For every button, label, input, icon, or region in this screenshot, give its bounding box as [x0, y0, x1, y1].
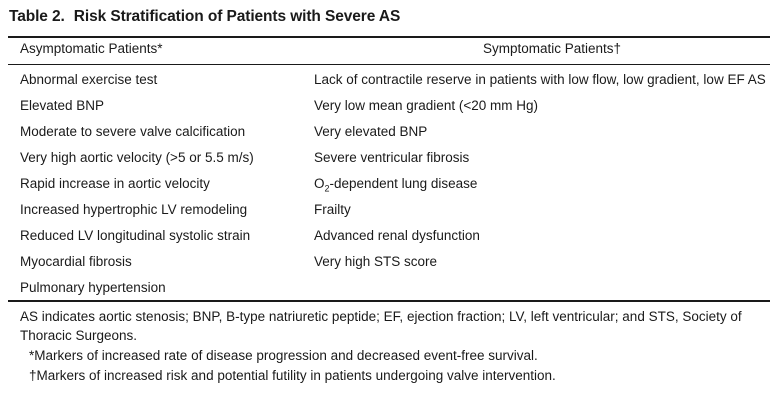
symptomatic-cell: Advanced renal dysfunction [314, 228, 480, 243]
table-row [0, 94, 777, 120]
table-row [0, 146, 777, 172]
header-symptomatic: Symptomatic Patients† [483, 41, 622, 56]
symptomatic-cell: Severe ventricular fibrosis [314, 150, 470, 165]
o2-subscript: 2 [324, 183, 330, 194]
asymptomatic-cell: Increased hypertrophic LV remodeling [20, 202, 248, 217]
table-title [9, 8, 400, 26]
o2-rest: -dependent lung disease [329, 176, 478, 191]
asymptomatic-cell: Moderate to severe valve calcification [20, 124, 246, 139]
table-row [0, 224, 777, 250]
asymptomatic-cell: Reduced LV longitudinal systolic strain [20, 228, 251, 243]
asymptomatic-cell: Myocardial fibrosis [20, 254, 132, 269]
footnote-dagger: †Markers of increased risk and potential futility in patients undergoing valve intervention. [29, 368, 556, 383]
o2-o: O [314, 176, 325, 191]
footnote-asterisk: *Markers of increased rate of disease progression and decreased event-free survival. [29, 348, 538, 363]
asymptomatic-cell: Abnormal exercise test [20, 72, 158, 87]
table-row [0, 198, 777, 224]
bottom-rule [8, 300, 770, 302]
top-rule [8, 36, 770, 38]
abbreviation-note: AS indicates aortic stenosis; BNP, B-type natriuretic peptide; EF, ejection fraction; LV, left ventricular; and STS, Society of Thoracic Surgeons. [20, 309, 742, 343]
table-row [0, 120, 777, 146]
header-asymptomatic: Asymptomatic Patients* [20, 41, 163, 56]
symptomatic-cell: Frailty [314, 202, 351, 217]
table-row [0, 172, 777, 198]
table-title-text: Risk Stratification of Patients with Severe AS [73, 8, 401, 25]
symptomatic-cell: Lack of contractile reserve in patients with low flow, low gradient, low EF AS [314, 72, 766, 87]
table-row [0, 276, 777, 302]
symptomatic-cell: Very elevated BNP [314, 124, 428, 139]
asymptomatic-cell: Elevated BNP [20, 98, 105, 113]
table-row [0, 68, 777, 94]
asymptomatic-cell: Rapid increase in aortic velocity [20, 176, 210, 191]
symptomatic-cell: Very low mean gradient (<20 mm Hg) [314, 98, 538, 113]
table-footnotes [20, 307, 768, 386]
header-rule [8, 64, 770, 65]
table-number: Table 2. [9, 8, 65, 25]
symptomatic-cell-o2 [314, 176, 477, 194]
table-body [0, 68, 777, 302]
table-row [0, 250, 777, 276]
symptomatic-cell: Very high STS score [314, 254, 438, 269]
asymptomatic-cell: Pulmonary hypertension [20, 280, 166, 295]
asymptomatic-cell: Very high aortic velocity (>5 or 5.5 m/s) [20, 150, 254, 165]
